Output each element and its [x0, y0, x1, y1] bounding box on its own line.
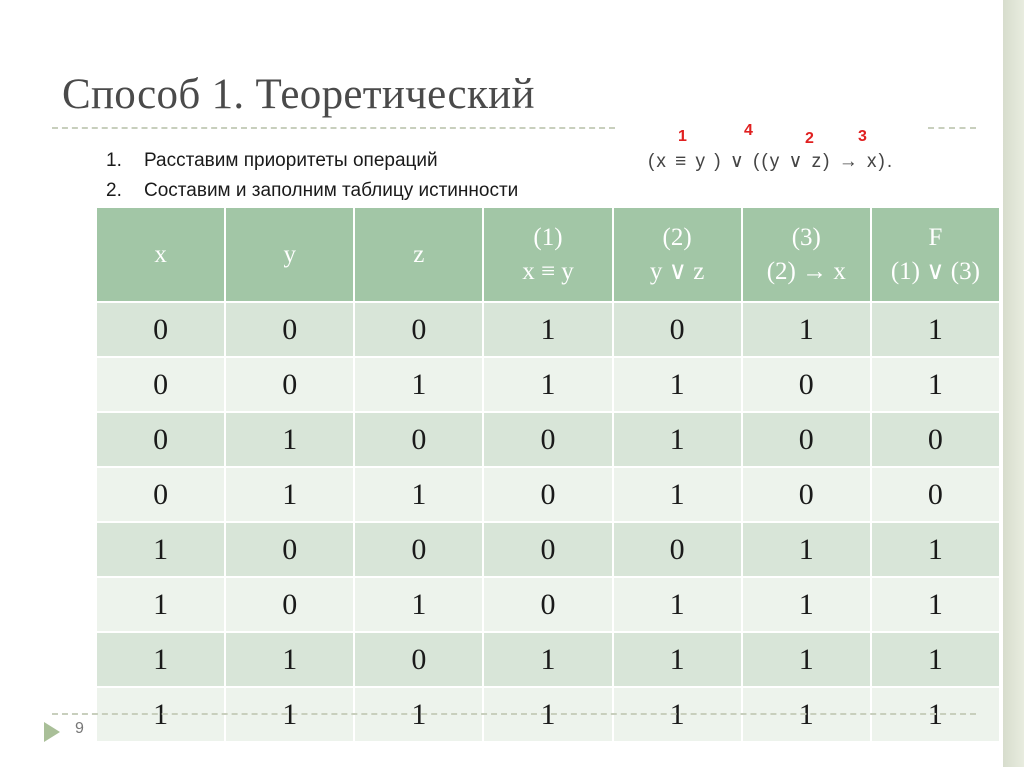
- steps-list: [106, 146, 518, 206]
- table-header-row: [96, 207, 1000, 302]
- table-cell: 1: [742, 522, 871, 577]
- table-cell: 0: [354, 412, 483, 467]
- table-cell: 0: [225, 577, 354, 632]
- table-cell: 1: [483, 687, 612, 742]
- table-cell: 1: [354, 577, 483, 632]
- step-text: Составим и заполним таблицу истинности: [144, 180, 519, 201]
- table-cell: 0: [483, 467, 612, 522]
- footer-divider: [52, 713, 976, 715]
- header-f: F (1) ∨ (3): [871, 207, 1000, 302]
- priority-mark: 2: [805, 130, 814, 147]
- table-cell: 1: [96, 687, 225, 742]
- header-op3: (3) (2) → x: [742, 207, 871, 302]
- header-x: x: [96, 207, 225, 302]
- table-cell: 1: [225, 687, 354, 742]
- table-cell: 0: [613, 522, 742, 577]
- table-cell: 0: [483, 577, 612, 632]
- table-cell: 0: [613, 302, 742, 357]
- table-row: [96, 577, 1000, 632]
- table-cell: 1: [483, 302, 612, 357]
- table-cell: 1: [225, 412, 354, 467]
- table-cell: 0: [225, 522, 354, 577]
- table-row: [96, 412, 1000, 467]
- header-op2: (2) y ∨ z: [613, 207, 742, 302]
- table-cell: 1: [613, 687, 742, 742]
- table-cell: 0: [96, 412, 225, 467]
- table-cell: 0: [354, 632, 483, 687]
- table-cell: 1: [742, 302, 871, 357]
- step-number: 1.: [106, 150, 122, 171]
- table-cell: 1: [742, 687, 871, 742]
- slide-title: Способ 1. Теоретический: [62, 71, 535, 118]
- table-cell: 1: [96, 522, 225, 577]
- formula-image: [640, 120, 930, 190]
- table-row: [96, 357, 1000, 412]
- table-cell: 1: [354, 687, 483, 742]
- priority-mark: 3: [858, 128, 867, 145]
- step-item: [106, 146, 518, 176]
- slide-side-bar: [1003, 0, 1024, 767]
- truth-table: [95, 206, 1001, 743]
- header-op1: (1) x ≡ y: [483, 207, 612, 302]
- priority-mark: 1: [678, 128, 687, 145]
- table-cell: 1: [871, 522, 1000, 577]
- table-row: [96, 302, 1000, 357]
- table-cell: 1: [742, 632, 871, 687]
- header-y: y: [225, 207, 354, 302]
- table-row: [96, 522, 1000, 577]
- step-text: Расставим приоритеты операций: [144, 150, 438, 171]
- formula-expression: (x ≡ y ) ∨ ((y ∨ z) → x).: [648, 151, 895, 172]
- table-cell: 0: [225, 357, 354, 412]
- table-row: [96, 467, 1000, 522]
- table-cell: 0: [354, 302, 483, 357]
- table-cell: 1: [96, 577, 225, 632]
- table-cell: 1: [871, 577, 1000, 632]
- table-cell: 1: [354, 467, 483, 522]
- table-cell: 0: [483, 412, 612, 467]
- table-cell: 0: [354, 522, 483, 577]
- table-cell: 0: [871, 412, 1000, 467]
- table-cell: 0: [225, 302, 354, 357]
- table-cell: 1: [613, 577, 742, 632]
- header-z: z: [354, 207, 483, 302]
- triangle-arrow-icon: [44, 722, 60, 742]
- table-cell: 1: [871, 302, 1000, 357]
- table-cell: 1: [96, 632, 225, 687]
- title-divider-left: [52, 127, 615, 129]
- table-row: [96, 632, 1000, 687]
- table-cell: 1: [742, 577, 871, 632]
- title-divider-right: [928, 127, 976, 129]
- table-cell: 0: [742, 467, 871, 522]
- table-cell: 0: [96, 357, 225, 412]
- step-item: [106, 176, 518, 206]
- table-cell: 1: [613, 632, 742, 687]
- table-cell: 1: [613, 357, 742, 412]
- step-number: 2.: [106, 180, 122, 201]
- priority-mark: 4: [744, 122, 753, 139]
- table-cell: 1: [613, 467, 742, 522]
- table-cell: 1: [871, 687, 1000, 742]
- table-cell: 0: [483, 522, 612, 577]
- table-cell: 1: [871, 357, 1000, 412]
- table-body: [96, 302, 1000, 742]
- table-cell: 1: [871, 632, 1000, 687]
- table-cell: 0: [96, 467, 225, 522]
- table-cell: 0: [96, 302, 225, 357]
- table-cell: 0: [742, 412, 871, 467]
- table-cell: 1: [225, 467, 354, 522]
- table-cell: 0: [871, 467, 1000, 522]
- table-cell: 1: [225, 632, 354, 687]
- table-cell: 1: [483, 357, 612, 412]
- table-cell: 1: [483, 632, 612, 687]
- table-cell: 0: [742, 357, 871, 412]
- table-cell: 1: [354, 357, 483, 412]
- table-cell: 1: [613, 412, 742, 467]
- page-number: 9: [75, 720, 84, 737]
